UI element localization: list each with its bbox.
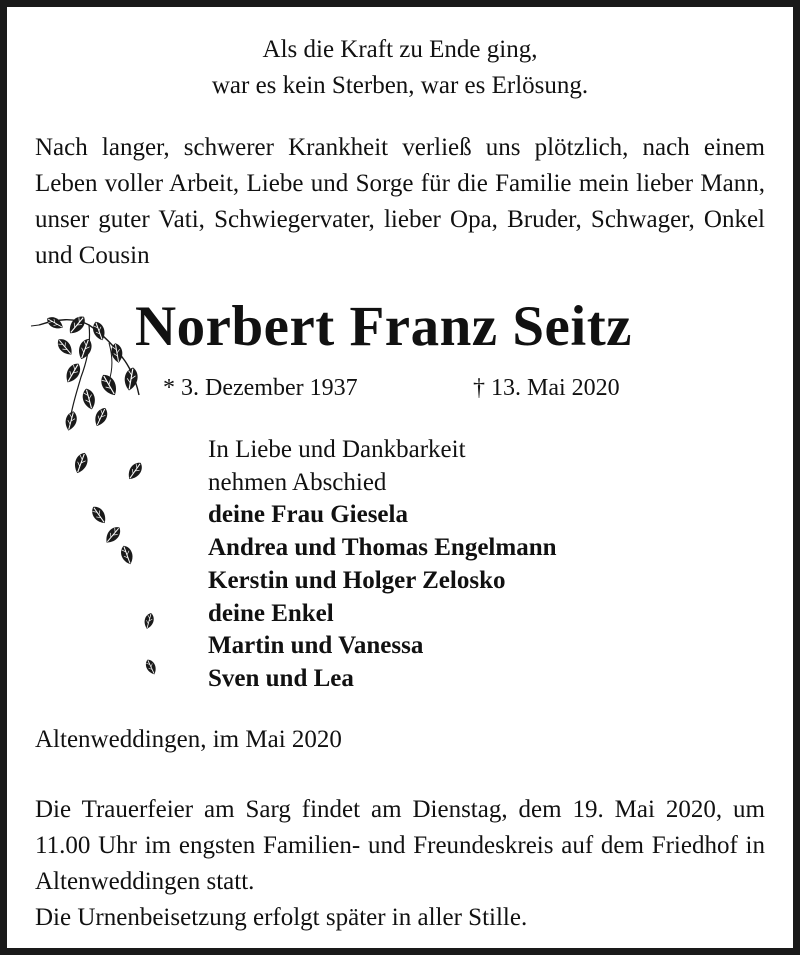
death-date: † 13. Mai 2020	[473, 375, 620, 401]
service-details	[35, 792, 765, 936]
mourner-name: deine Frau Giesela	[208, 501, 408, 529]
mourner-name: Sven und Lea	[208, 664, 354, 692]
mourner-name: deine Enkel	[208, 599, 334, 627]
mourners-intro-line-1: In Liebe und Dankbarkeit	[208, 436, 466, 463]
intro-paragraph: Nach langer, schwerer Krankheit verließ uns plötzlich, nach einem Leben voller Arbeit, Liebe und Sorge für die Familie mein lieber Mann, unser guter Vati, Schwiegervater, lieber Opa, Bruder, Schwager, Onkel und Cousin	[35, 134, 765, 269]
urn-burial-text: Die Urnenbeisetzung erfolgt später in aller Stille.	[35, 904, 528, 931]
mourners-intro-line-2: nehmen Abschied	[208, 468, 387, 496]
mourner-name: Andrea und Thomas Engelmann	[208, 534, 557, 562]
mourners-list	[208, 434, 557, 696]
motto-line-1: Als die Kraft zu Ende ging,	[262, 36, 538, 63]
motto-line-2: war es kein Sterben, war es Erlösung.	[211, 72, 589, 99]
funeral-service-text: Die Trauerfeier am Sarg findet am Dienstag, dem 19. Mai 2020, um 11.00 Uhr im engsten Familien- und Freundeskreis auf dem Friedhof in Altenweddingen statt.	[35, 796, 765, 895]
mourner-name: Kerstin und Holger Zelosko	[208, 566, 506, 594]
life-dates	[163, 372, 620, 404]
birth-date: * 3. Dezember 1937	[163, 375, 358, 401]
falling-leaves-icon	[29, 303, 159, 703]
place-and-date: Altenweddingen, im Mai 2020	[35, 726, 342, 753]
mourner-name: Martin und Vanessa	[208, 632, 424, 660]
deceased-name: Norbert Franz Seitz	[135, 295, 632, 358]
motto	[7, 32, 793, 104]
